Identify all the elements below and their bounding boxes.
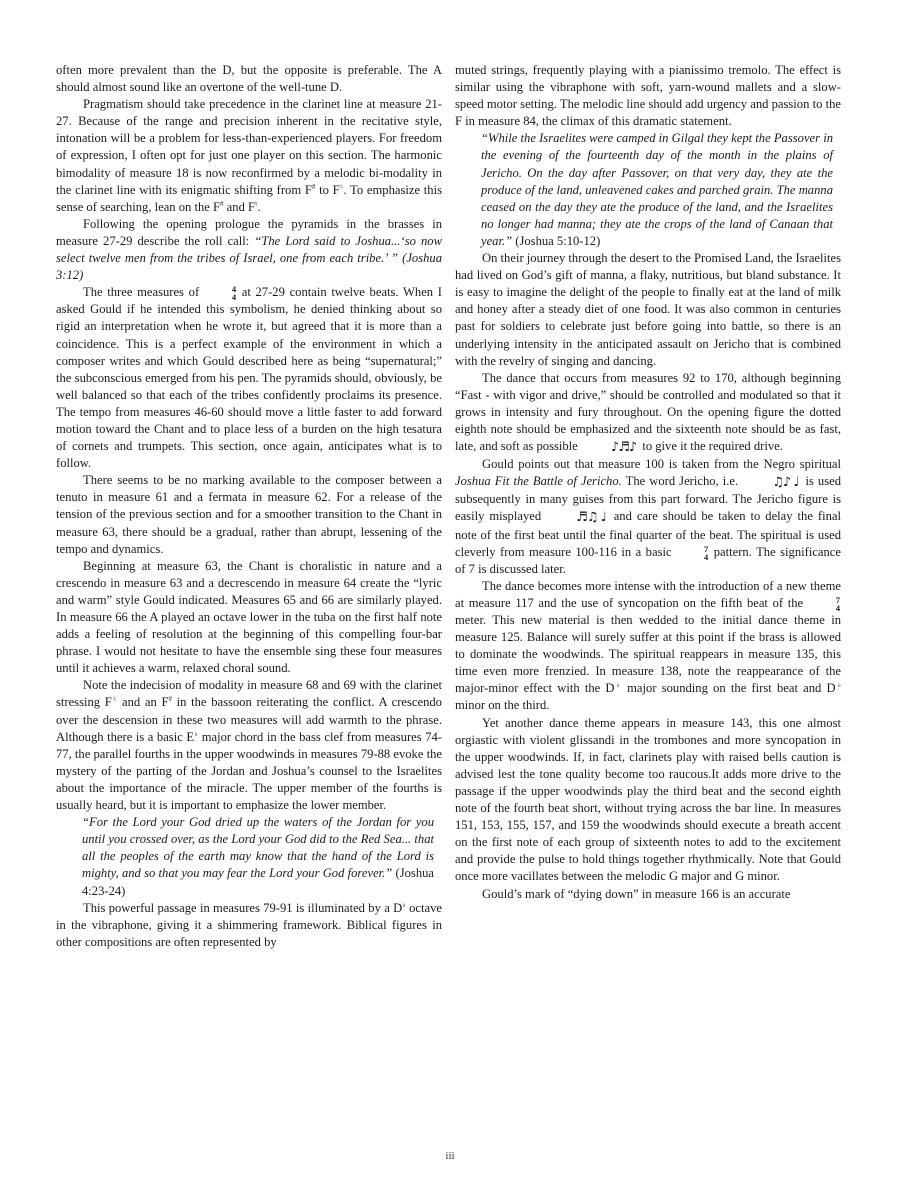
- paragraph: Following the opening prologue the pyramids in the brasses in measure 27-29 describe the roll call: “The Lord said to Joshua...‘so now select twelve men from the tribes of Israel, one from each tribe.’ ” (Joshua 3:12): [56, 216, 442, 283]
- scripture-block-quote: “For the Lord your God dried up the waters of the Jordan for you until you crossed over, as the Lord your God did to the Red Sea... that all the peoples of the earth may know that the hand of the Lord is mighty, and so that you may fear the Lord your God forever.” (Joshua 4:23-24): [82, 815, 435, 898]
- paragraph: Note the indecision of modality in measure 68 and 69 with the clarinet stressing F♮ and an F# in the bassoon reiterating the conflict. A crescendo over the descension in these two measures will add warmth to the phrase. Although there is a basic E♭ major chord in the bass clef from measures 74-77, the parallel fourths in the upper woodwinds in measures 79-88 evoke the mystery of the parting of the Jordan and Joshua’s counsel to the Israelites about the importance of the miracle. The upper member of the fourths is usually heard, but it is important to emphasize the lower member.: [56, 678, 442, 813]
- paragraph: Pragmatism should take precedence in the clarinet line at measure 21-27. Because of the range and precision inherent in the recitative style, intonation will be a problem for less-than-experienced players. For freedom of expression, I often opt for just one player on this section. The harmonic bimodality of measure 18 is now reconfirmed by a melodic bi-modality in the clarinet line with its enigmatic shifting from F# to F♮. To emphasize this sense of searching, lean on the F# and F♮.: [56, 97, 442, 214]
- music-notation-icon: ♫♪ ♩: [772, 475, 799, 491]
- time-signature: 7 4: [704, 543, 709, 562]
- scripture-quote: “The Lord said to Joshua...‘so now select twelve men from the tribes of Israel, one from each tribe.’ ”: [56, 233, 442, 266]
- paragraph: Gould points out that measure 100 is taken from the Negro spiritual Joshua Fit the Battle of Jericho. The word Jericho, i.e. ♫♪ ♩ is used subsequently in many guises from this part forward. The Jericho figure is easily misplayed ♬♫ ♩ and care should be taken to delay the final note of the first beat until the final quarter of the beat. The spiritual is used cleverly from measure 100-116 in a basic 7 4 pattern. The significance of 7 is discussed later.: [455, 457, 842, 576]
- paragraph: muted strings, frequently playing with a pianissimo tremolo. The effect is similar using the vibraphone with soft, yarn-wound mallets and a slow-speed motor setting. The melodic line should add urgency and passion to the F in measure 84, the climax of this dramatic statement.: [455, 63, 841, 129]
- music-notation-icon: ♬♫ ♩: [576, 510, 606, 526]
- paragraph: Yet another dance theme appears in measure 143, this one almost orgiastic with violent glissandi in the trombones and more syncopation in the upper woodwinds. If, in fact, clarinets play with raised bells caution is advised lest the tone quality become too raucous.It adds more drive to the passage if the upper woodwinds play the third beat and the second eighth note of the fourth beat short, without trying across the bar line. In measures 151, 153, 155, 157, and 159 the woodwinds should execute a breath accent on the first note of each group of sixteenth notes to add to the excitement and provide the pulse to hold things together rhythmically. Note that Gould once more vacillates between the melodic G major and G minor.: [455, 715, 841, 884]
- scripture-block-quote: “While the Israelites were camped in Gilgal they kept the Passover in the evening of the fourteenth day of the month in the plains of Jericho. On the day after Passover, on that very day, they ate the produce of the land, unleavened cakes and parched grain. The manna ceased on the day they ate the produce of the land, and the Israelites no longer had manna; they ate the crops of the land of Canaan that year.” (Joshua 5:10-12): [481, 131, 833, 248]
- paragraph: The three measures of 4 4 at 27-29 contain twelve beats. When I asked Gould if he intended this symbolism, he denied thinking about so rigid an interpretation when he wrote it, but agreed that it is more than a coincidence. This is a perfect example of the environment in which a composer writes and which Gould described here as being “supernatural;” the subconscious emerged from his pen. The pyramids should, obviously, be well balanced so that each of the tribes confidently proclaims its presence. The tempo from measures 46-60 should move a little faster to add forward motion toward the Chant and to place less of a burden on the high tesatura of cornets and trumpets. This section, once again, anticipates what is to follow.: [56, 284, 442, 471]
- paragraph: Beginning at measure 63, the Chant is choralistic in nature and a crescendo in measure 63 and a decrescendo in measure 64 create the “lyric and warm” style Gould indicated. Measures 65 and 66 are similarly played. In measure 66 the A played an octave lower in the tuba on the first half note adds a feeling of resolution at the beginning of this compelling four-bar phrase. I would not hesitate to have the ensemble sing these four measures until it achieves a warm, relaxed choral sound.: [56, 558, 442, 676]
- time-signature: 4 4: [231, 284, 237, 303]
- paragraph: Gould’s mark of “dying down” in measure 166 is an accurate: [482, 886, 791, 901]
- right-column: [455, 62, 841, 903]
- scripture-citation: (Joshua 3:12): [56, 251, 442, 283]
- paragraph: often more prevalent than the D, but the opposite is preferable. The A should almost sound like an overtone of the well-tune D.: [56, 63, 442, 95]
- music-notation-icon: ♪♬♪: [610, 440, 637, 456]
- time-signature: 7 4: [835, 594, 840, 613]
- paragraph: There seems to be no marking available to the composer between a tenuto in measure 61 and a fermata in measure 62. For a release of the tension of the previous section and for a smoother transition to the Chant in measure 63, there should be a gradual, rather than abrupt, lessening of the tempo and dynamics.: [56, 473, 442, 556]
- page-number: iii: [445, 1150, 455, 1162]
- paragraph: On their journey through the desert to the Promised Land, the Israelites had lived on God’s gift of manna, a flaky, nutritious, but bland substance. It is easy to imagine the delight of the people to finally eat at the land of milk and honey after a steady diet of one food. It was also common in centuries past for soldiers to celebrate just before going into battle, so there is an underlying intensity in the anticipated assault on Jericho that is combined with the revelry of singing and dancing.: [455, 251, 841, 368]
- paragraph: The dance that occurs from measures 92 to 170, although beginning “Fast - with vigor and drive,” should be controlled and modulated so that it grows in intensity and fury throughout. On the opening figure the dotted eighth note should be emphasized and the sixteenth note should be as fast, late, and soft as possible ♪♬♪ to give it the required drive.: [455, 370, 841, 456]
- left-column: [56, 62, 442, 951]
- song-title: Joshua Fit the Battle of Jericho.: [455, 474, 622, 489]
- paragraph: The dance becomes more intense with the introduction of a new theme at measure 117 and the use of syncopation on the fifth beat of the 7 4 meter. This new material is then wedded to the initial dance theme in measure 125. Balance will surely suffer at this point if the brass is allowed to dominate the woodwinds. The spiritual reappears in measure 135, this time even more frenzied. In measure 138, note the reappearance of the major-minor effect with the D♭ major sounding on the first beat and D♭ minor on the third.: [455, 578, 841, 713]
- paragraph: This powerful passage in measures 79-91 is illuminated by a D♭ octave in the vibraphone, giving it a shimmering framework. Biblical figures in other compositions are often represented by: [56, 900, 442, 949]
